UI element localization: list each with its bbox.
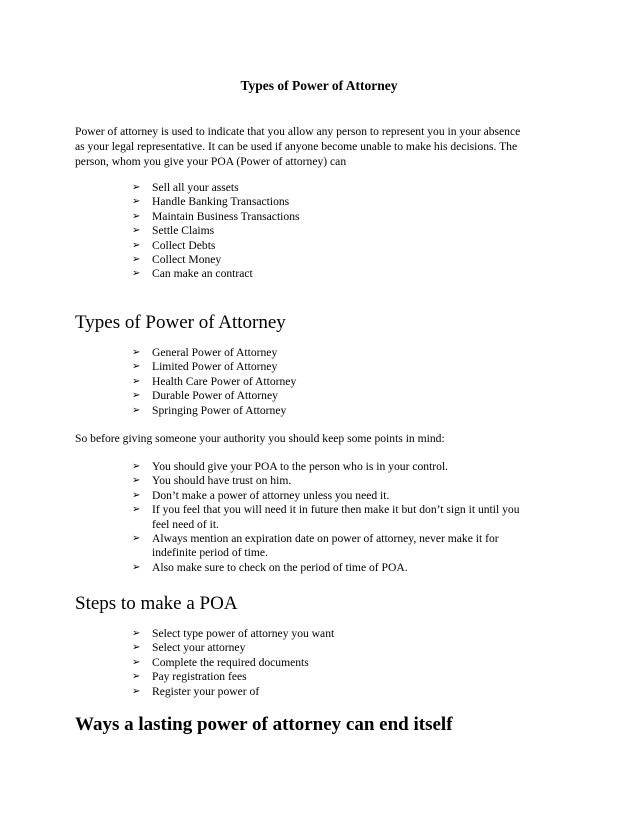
arrow-bullet-icon: ➢: [132, 656, 141, 668]
list-item: [132, 404, 296, 418]
arrow-bullet-icon: ➢: [132, 489, 141, 501]
list-item-text: Health Care Power of Attorney: [152, 374, 297, 388]
arrow-bullet-icon: ➢: [132, 390, 141, 402]
list-item-text: Collect Debts: [152, 238, 216, 252]
points-list: [132, 460, 520, 575]
end-heading: Ways a lasting power of attorney can end itself: [75, 714, 453, 735]
list-item: [132, 389, 296, 403]
arrow-bullet-icon: ➢: [132, 642, 141, 654]
arrow-bullet-icon: ➢: [132, 196, 141, 208]
list-item: [132, 375, 296, 389]
intro-paragraph: [75, 124, 565, 169]
arrow-bullet-icon: ➢: [132, 475, 141, 487]
list-item: [132, 627, 334, 641]
list-item: [132, 181, 300, 195]
list-item: [132, 532, 520, 561]
list-item: [132, 460, 520, 474]
list-item: [132, 267, 300, 281]
arrow-bullet-icon: ➢: [132, 685, 141, 697]
arrow-bullet-icon: ➢: [132, 254, 141, 266]
arrow-bullet-icon: ➢: [132, 225, 141, 237]
list-item: [132, 641, 334, 655]
list-item: [132, 360, 296, 374]
points-intro: So before giving someone your authority you should keep some points in mind:: [75, 432, 445, 445]
list-item: [132, 656, 334, 670]
list-item-text: Select your attorney: [152, 641, 246, 655]
arrow-bullet-icon: ➢: [132, 533, 141, 545]
arrow-bullet-icon: ➢: [132, 268, 141, 280]
arrow-bullet-icon: ➢: [132, 361, 141, 373]
list-item: [132, 670, 334, 684]
abilities-list: [132, 181, 300, 282]
list-item: [132, 685, 334, 699]
arrow-bullet-icon: ➢: [132, 210, 141, 222]
list-item-text: Springing Power of Attorney: [152, 403, 287, 417]
list-item: [132, 346, 296, 360]
list-item: [132, 503, 520, 532]
list-item-text: Don’t make a power of attorney unless you need it.: [152, 488, 390, 502]
steps-list: [132, 627, 334, 699]
list-item-text: Handle Banking Transactions: [152, 195, 290, 209]
list-item-text: Maintain Business Transactions: [152, 209, 300, 223]
list-item-text: Pay registration fees: [152, 670, 247, 684]
list-item-text: Always mention an expiration date on power of attorney, never make it for: [152, 532, 499, 546]
list-item-text: General Power of Attorney: [152, 346, 278, 359]
list-item-text: You should give your POA to the person who is in your control.: [152, 460, 449, 473]
list-item-text: Settle Claims: [152, 224, 215, 238]
arrow-bullet-icon: ➢: [132, 239, 141, 251]
intro-line: Power of attorney is used to indicate that you allow any person to represent you in your absence: [75, 125, 521, 138]
list-item: [132, 239, 300, 253]
types-list: [132, 346, 296, 418]
arrow-bullet-icon: ➢: [132, 504, 141, 516]
list-item-text: Limited Power of Attorney: [152, 360, 278, 374]
list-item-text: feel need of it.: [152, 517, 219, 531]
types-heading: Types of Power of Attorney: [75, 312, 286, 333]
arrow-bullet-icon: ➢: [132, 182, 141, 193]
arrow-bullet-icon: ➢: [132, 375, 141, 387]
list-item-text: Register your power of: [152, 684, 260, 698]
intro-line: person, whom you give your POA (Power of attorney) can: [75, 155, 347, 168]
list-item-text: Collect Money: [152, 253, 222, 267]
arrow-bullet-icon: ➢: [132, 404, 141, 416]
arrow-bullet-icon: ➢: [132, 628, 141, 639]
list-item-text: Durable Power of Attorney: [152, 389, 278, 403]
list-item: [132, 474, 520, 488]
list-item: [132, 224, 300, 238]
list-item-text: Also make sure to check on the period of time of POA.: [152, 560, 408, 574]
list-item-text: If you feel that you will need it in future then make it but don’t sign it until you: [152, 503, 520, 517]
list-item: [132, 253, 300, 267]
list-item: [132, 210, 300, 224]
list-item-text: Complete the required documents: [152, 655, 309, 669]
arrow-bullet-icon: ➢: [132, 561, 141, 573]
arrow-bullet-icon: ➢: [132, 671, 141, 683]
list-item-text: indefinite period of time.: [152, 546, 268, 560]
arrow-bullet-icon: ➢: [132, 461, 141, 472]
arrow-bullet-icon: ➢: [132, 347, 141, 358]
list-item: [132, 489, 520, 503]
list-item-text: Select type power of attorney you want: [152, 627, 335, 640]
list-item-text: You should have trust on him.: [152, 474, 292, 488]
steps-heading: Steps to make a POA: [75, 593, 238, 614]
list-item: [132, 561, 520, 575]
list-item-text: Can make an contract: [152, 267, 253, 281]
document-title: Types of Power of Attorney: [240, 78, 398, 93]
list-item-text: Sell all your assets: [152, 181, 239, 194]
list-item: [132, 195, 300, 209]
intro-line: as your legal representative. It can be used if anyone become unable to make his decisions. The: [75, 140, 518, 153]
